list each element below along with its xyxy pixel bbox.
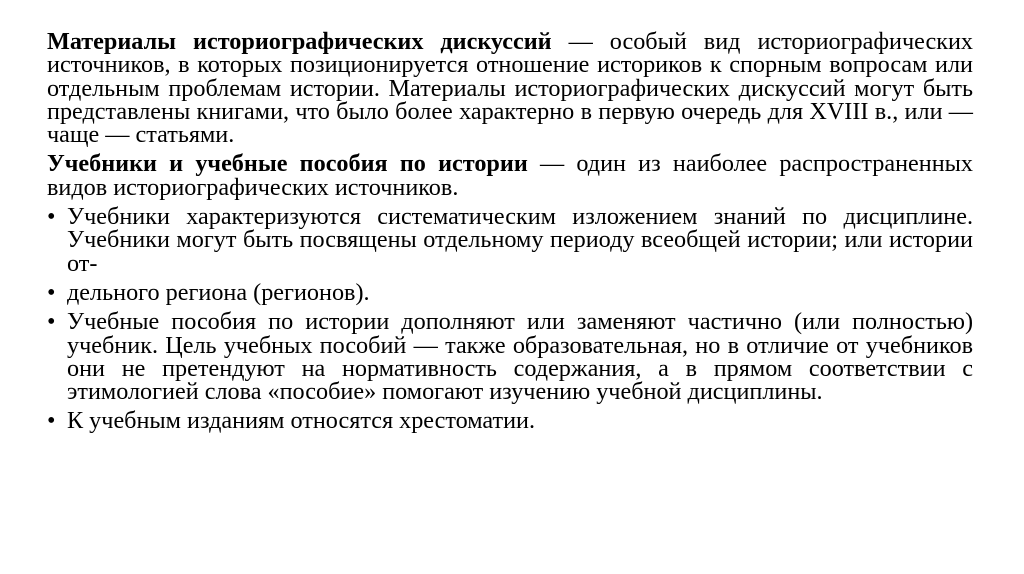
paragraph-text: — особый вид историографических источников, в которых позиционируется отношение историков к спорным вопросам или отдельным проблемам истории. Материалы историографических дискуссий могут быть представлены книгами, что было более характерно в первую очередь для XVIII в., или — чаще — статьями. xyxy=(47,28,974,149)
bullet-item: • Учебники характеризуются систематическим изложением знаний по дисциплине. Учебники могут быть посвящены отдельному периоду всеобщей истории; или истории от- xyxy=(47,205,973,275)
paragraph-text: — один из наиболее распространенных видов историографических источников. xyxy=(47,150,973,201)
paragraph-historiographic-discussions xyxy=(47,28,974,149)
slide-content xyxy=(47,30,973,433)
bullet-item: • дельного региона (регионов). xyxy=(47,281,973,304)
bullet-list xyxy=(47,205,973,433)
paragraph-textbooks xyxy=(47,152,973,199)
bullet-item: • К учебным изданиям относятся хрестоматии. xyxy=(47,409,973,432)
term-discussions: Материалы историографических дискуссий xyxy=(47,28,552,55)
bullet-item: • Учебные пособия по истории дополняют или заменяют частично (или полностью) учебник. Цель учебных пособий — также образовательная, но в отличие от учебников они не претендуют на нормативность содержания, а в прямом соответствии с этимологией слова «пособие» помогают изучению учебной дисциплины. xyxy=(47,310,973,403)
term-textbooks: Учебники и учебные пособия по истории xyxy=(47,150,528,178)
